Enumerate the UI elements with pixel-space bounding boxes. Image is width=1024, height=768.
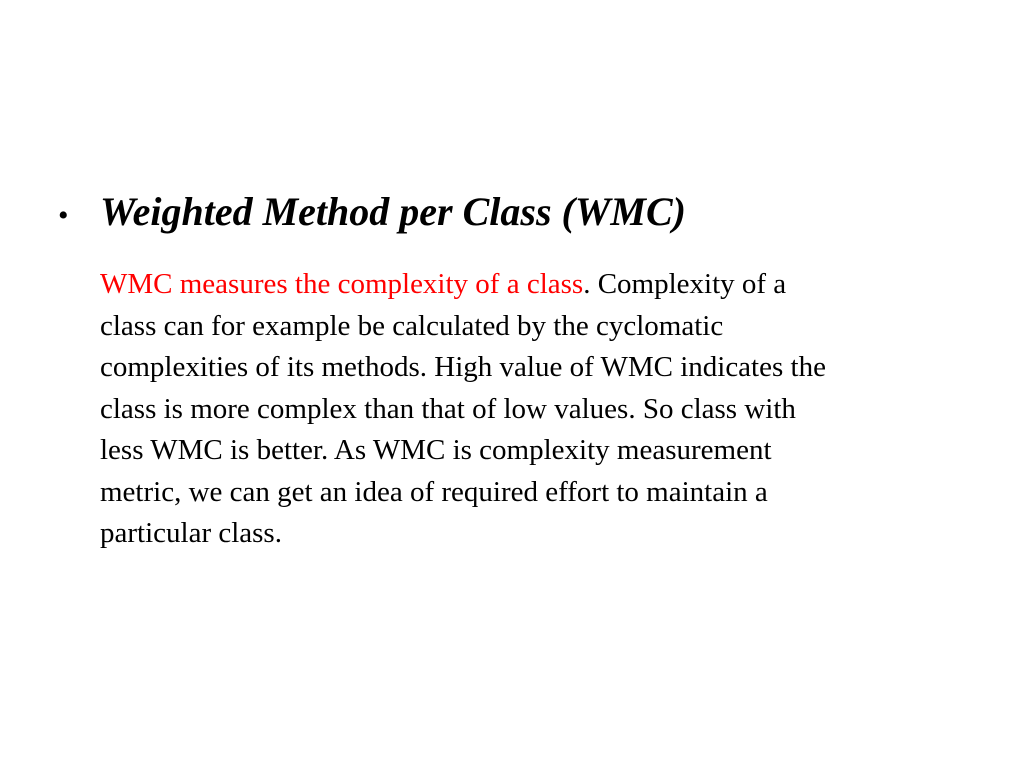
body-line-4: class is more complex than that of low values. So class with <box>100 392 796 425</box>
body-line-2: class can for example be calculated by the cyclomatic <box>100 309 724 342</box>
highlight-text: WMC measures the complexity of a class <box>100 268 584 300</box>
bullet-icon: • <box>58 199 69 232</box>
body-line-1-rest: . Complexity of a <box>583 268 787 300</box>
body-line-6: metric, we can get an idea of required effort to maintain a <box>100 475 768 508</box>
slide-heading: Weighted Method per Class (WMC) <box>100 189 686 234</box>
body-line-5: less WMC is better. As WMC is complexity measurement <box>100 434 772 466</box>
body-line-1 <box>100 264 970 306</box>
body-line-7: particular class. <box>100 517 282 549</box>
body-line-3: complexities of its methods. High value of WMC indicates the <box>100 351 826 383</box>
bullet-item <box>58 188 978 236</box>
body-paragraph <box>100 264 970 555</box>
